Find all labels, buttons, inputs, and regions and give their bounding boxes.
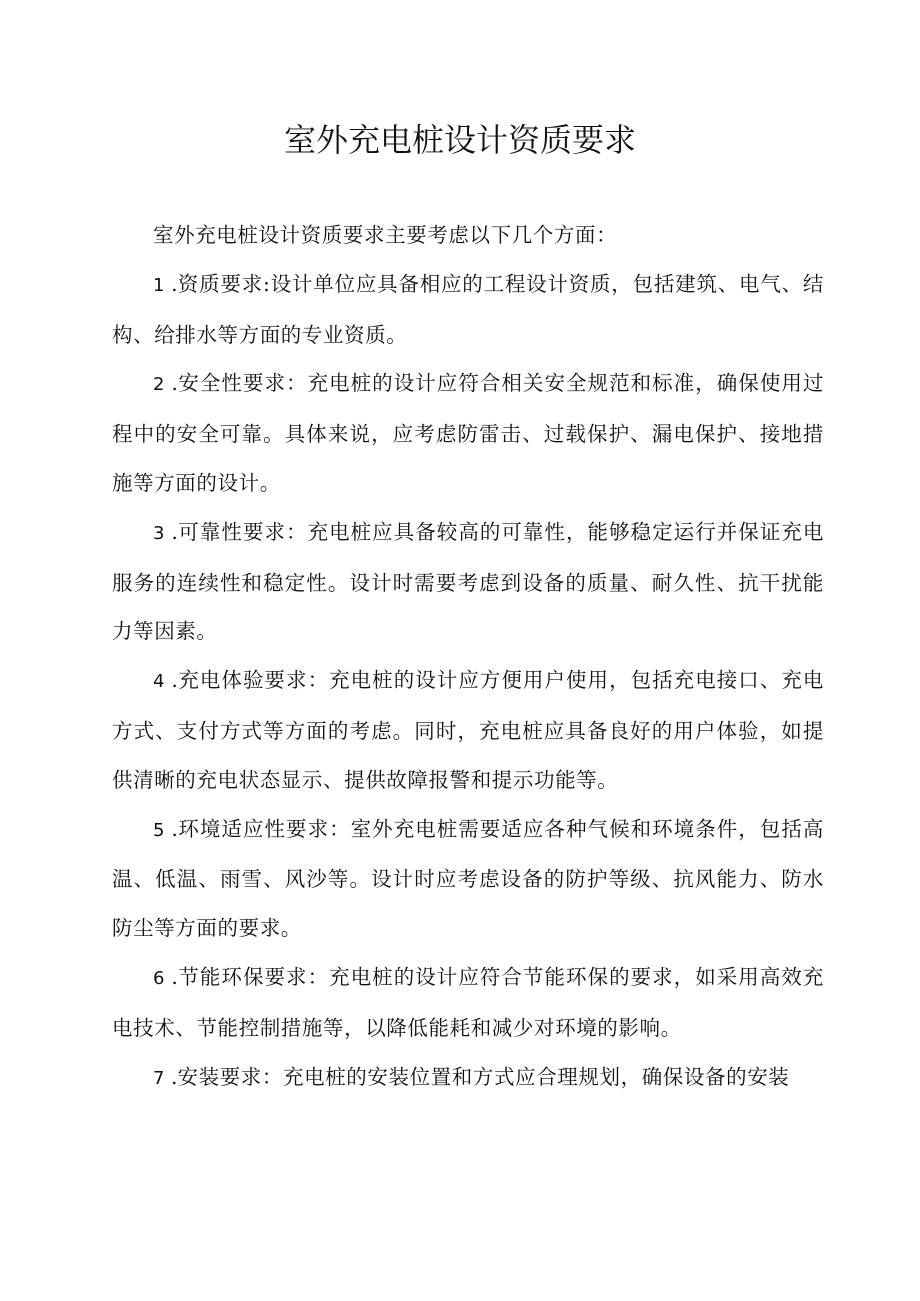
- list-item: [112, 260, 824, 360]
- list-item: [112, 1053, 824, 1104]
- item-number: 2: [153, 374, 165, 396]
- item-text: 安全性要求：充电桩的设计应符合相关安全规范和标准，确保使用过程中的安全可靠。具体来说，应考虑防雷击、过载保护、漏电保护、接地措施等方面的设计。: [112, 371, 824, 495]
- item-separator: .: [164, 519, 178, 544]
- list-item: [112, 656, 824, 804]
- intro-paragraph: 室外充电桩设计资质要求主要考虑以下几个方面：: [153, 223, 618, 247]
- page-title: 室外充电桩设计资质要求: [283, 121, 636, 159]
- item-text: 安装要求：充电桩的安装位置和方式应合理规划，确保设备的安装: [177, 1064, 790, 1089]
- item-text: 资质要求:设计单位应具备相应的工程设计资质，包括建筑、电气、结构、给排水等方面的专业资质。: [112, 271, 824, 347]
- item-separator: .: [164, 816, 178, 841]
- item-number: 6: [153, 967, 165, 989]
- list-item: [112, 359, 824, 507]
- item-number: 4: [153, 671, 165, 693]
- item-separator: .: [164, 964, 178, 989]
- list-item: [112, 508, 824, 656]
- item-text: 环境适应性要求：室外充电桩需要适应各种气候和环境条件，包括高温、低温、雨雪、风沙等。设计时应考虑设备的防护等级、抗风能力、防水防尘等方面的要求。: [112, 816, 824, 941]
- item-separator: .: [164, 1064, 178, 1089]
- item-number: 1: [153, 274, 165, 296]
- item-separator: .: [164, 271, 178, 296]
- item-text: 节能环保要求：充电桩的设计应符合节能环保的要求，如采用高效充电技术、节能控制措施等，以降低能耗和减少对环境的影响。: [112, 964, 824, 1040]
- list-item: [112, 805, 824, 953]
- list-item: [112, 953, 824, 1053]
- item-text: 充电体验要求：充电桩的设计应方便用户使用，包括充电接口、充电方式、支付方式等方面的考虑。同时，充电桩应具备良好的用户体验，如提供清晰的充电状态显示、提供故障报警和提示功能等。: [112, 668, 824, 792]
- item-number: 5: [153, 819, 165, 841]
- item-number: 7: [153, 1067, 165, 1089]
- item-text: 可靠性要求：充电桩应具备较高的可靠性，能够稳定运行并保证充电服务的连续性和稳定性。设计时需要考虑到设备的质量、耐久性、抗干扰能力等因素。: [112, 519, 824, 644]
- item-separator: .: [164, 371, 178, 396]
- item-separator: .: [164, 668, 178, 693]
- item-number: 3: [153, 522, 165, 544]
- document-body: [112, 211, 824, 1103]
